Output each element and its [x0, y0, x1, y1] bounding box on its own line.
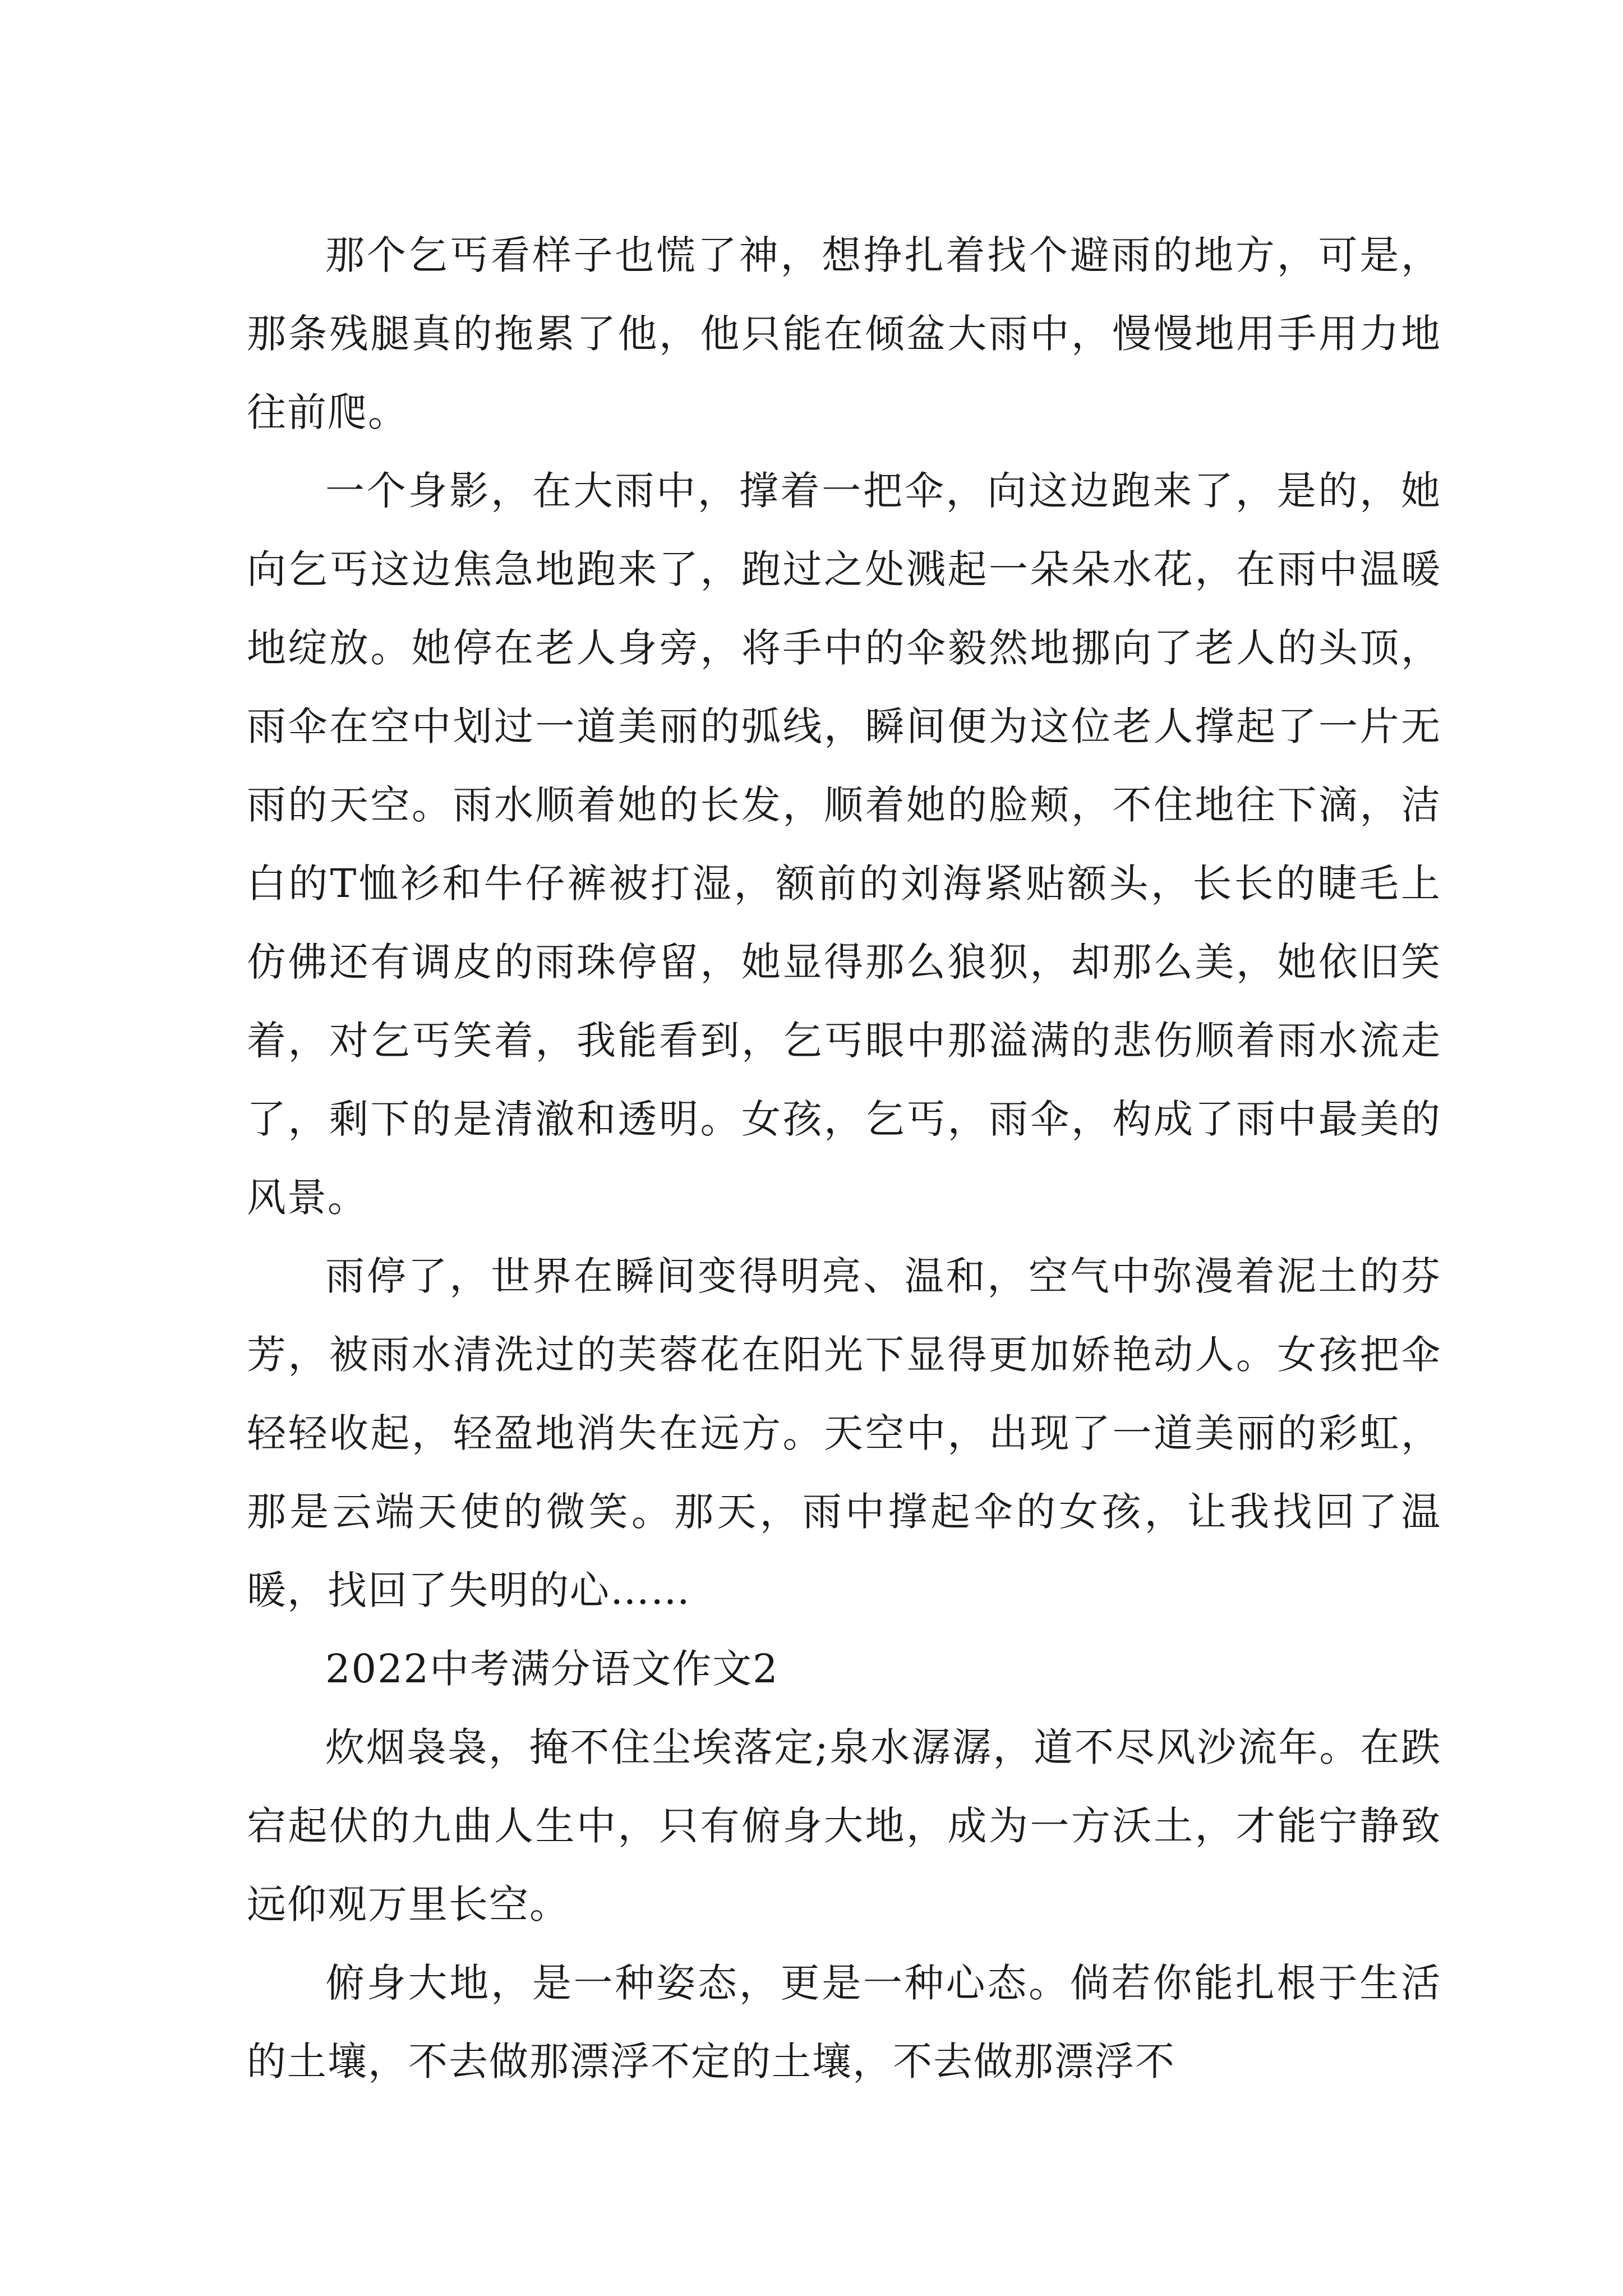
- paragraph: 雨停了，世界在瞬间变得明亮、温和，空气中弥漫着泥土的芬芳，被雨水清洗过的芙蓉花在阳光下显得更加娇艳动人。女孩把伞轻轻收起，轻盈地消失在远方。天空中，出现了一道美丽的彩虹，那是云端天使的微笑。那天，雨中撑起伞的女孩，让我找回了温暖，找回了失明的心……: [247, 1253, 1441, 1613]
- paragraph: 俯身大地，是一种姿态，更是一种心态。倘若你能扎根于生活的土壤，不去做那漂浮不定的土壤，不去做那漂浮不: [247, 1960, 1441, 2085]
- paragraph: 炊烟袅袅，掩不住尘埃落定;泉水潺潺，道不尽风沙流年。在跌宕起伏的九曲人生中，只有俯身大地，成为一方沃土，才能宁静致远仰观万里长空。: [247, 1724, 1441, 1927]
- paragraph: 那个乞丐看样子也慌了神，想挣扎着找个避雨的地方，可是，那条残腿真的拖累了他，他只能在倾盆大雨中，慢慢地用手用力地往前爬。: [247, 232, 1441, 435]
- paragraph: 一个身影，在大雨中，撑着一把伞，向这边跑来了，是的，她向乞丐这边焦急地跑来了，跑过之处溅起一朵朵水花，在雨中温暖地绽放。她停在老人身旁，将手中的伞毅然地挪向了老人的头顶，雨伞在空中划过一道美丽的弧线，瞬间便为这位老人撑起了一片无雨的天空。雨水顺着她的长发，顺着她的脸颊，不住地往下滴，洁白的T恤衫和牛仔裤被打湿，额前的刘海紧贴额头，长长的睫毛上仿佛还有调皮的雨珠停留，她显得那么狼狈，却那么美，她依旧笑着，对乞丐笑着，我能看到，乞丐眼中那溢满的悲伤顺着雨水流走了，剩下的是清澈和透明。女孩，乞丐，雨伞，构成了雨中最美的风景。: [247, 468, 1441, 1221]
- essay-heading: 2022中考满分语文作文2: [325, 1646, 779, 1692]
- body-text: [247, 216, 1441, 2101]
